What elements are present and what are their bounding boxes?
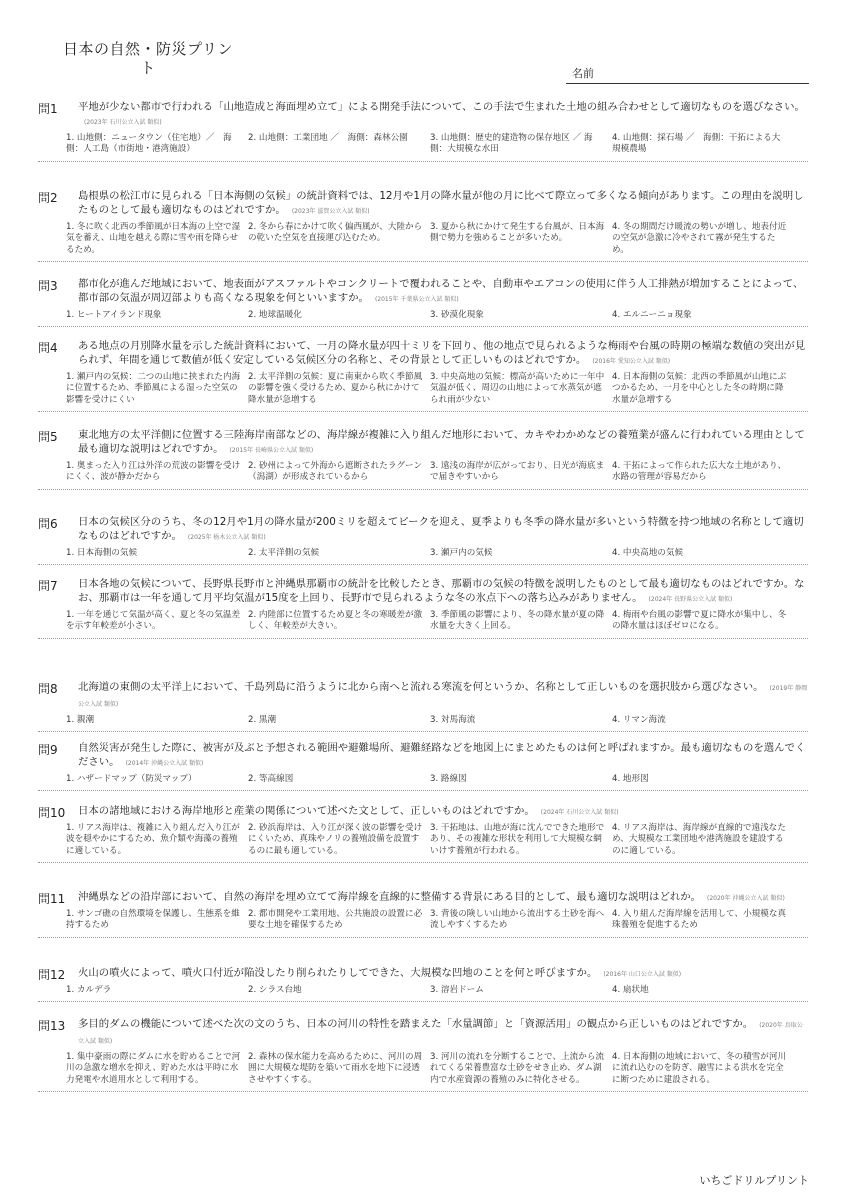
answer-option: 3. 干拓地は、山地が海に沈んでできた地形であり、その複雑な形状を利用して大規模な網いけす養殖が行われる。 [430, 823, 605, 856]
answer-option: 2. 黒潮 [248, 715, 277, 725]
question-source: (2024年 石川公立入試 類似) [540, 809, 619, 816]
dotted-divider [38, 862, 808, 863]
answer-option: 2. シラス台地 [248, 985, 302, 995]
question-stem: 沖縄県などの沿岸部において、自然の海岸を埋め立てて海岸線を直線的に整備する背景にある目的として、最も適切な説明はどれか。 [78, 891, 702, 903]
question-stem: 平地が少ない都市で行われる「山地造成と海面埋め立て」による開発手法について、この手法で生まれた土地の組み合わせとして適切なものを選びなさい。 [78, 101, 805, 113]
question-stem: 火山の噴火によって、噴火口付近が陥没したり削られたりしてできた、大規模な凹地のことを何と呼びますか。 [78, 967, 598, 979]
name-field-line [566, 83, 809, 84]
dotted-divider [38, 790, 808, 791]
answer-option: 3. 中央高地の気候：標高が高いために一年中気温が低く、周辺の山地によって水蒸気が遮られ雨が少ない [430, 372, 605, 405]
answer-option: 4. 入り組んだ海岸線を活用して、小規模な真珠養殖を促進するため [612, 909, 787, 931]
answer-option: 1. 一年を通じて気温が高く、夏と冬の気温差を示す年較差が小さい。 [66, 610, 241, 632]
answer-option: 4. 梅雨や台風の影響で夏に降水が集中し、冬の降水量はほぼゼロになる。 [612, 610, 787, 632]
question-stem: ある地点の月別降水量を示した統計資料において、一月の降水量が四十ミリを下回り、他の地点で見られるような梅雨や台風の時期の極端な数値の突出が見られず、年間を通じて数値が低く安定している気候区分の名称と、その背景として正しいものはどれですか。 [78, 340, 806, 366]
question-text [78, 1017, 808, 1049]
answer-option: 4. エルニーニョ現象 [612, 310, 692, 320]
question-number: 問12 [38, 968, 66, 982]
question-block [38, 804, 808, 863]
question-source: (2020年 沖縄公立入試 類似) [707, 895, 785, 902]
question-number: 問13 [38, 1019, 66, 1033]
question-text [78, 428, 808, 458]
answer-option: 1. 瀬戸内の気候：二つの山地に挟まれた内海に位置するため、季節風による湿った空気の影響を受けにくい [66, 372, 241, 405]
question-stem: 自然災害が発生した際に、被害が及ぶと予想される範囲や避難場所、避難経路などを地図上にまとめたものは何と呼ばれますか。最も適切なものを選んでください。 [78, 742, 806, 768]
question-source: (2016年 山口公立入試 類似) [603, 971, 682, 978]
question-source: (2023年 石川公立入試 類似) [84, 119, 162, 126]
dotted-divider [38, 937, 808, 938]
question-block [38, 339, 808, 412]
question-number: 問11 [38, 892, 66, 906]
option-list [66, 461, 808, 484]
question-source: (2020年 鳥取公立入試 類似) [78, 1022, 803, 1045]
question-source: (2024年 長野県公立入試 類似) [648, 596, 733, 603]
answer-option: 3. 遠浅の海岸が広がっており、日光が海底まで届きやすいから [430, 461, 605, 483]
question-stem: 多目的ダムの機能について述べた次の文のうち、日本の河川の特性を踏まえた「水量調節」と「資源活用」の観点から正しいものはどれですか。 [78, 1018, 754, 1030]
answer-option: 4. リアス海岸は、海岸線が直線的で遠浅なため、大規模な工業団地や港湾施設を建設するのに適している。 [612, 823, 786, 856]
question-stem: 日本の諸地域における海岸地形と産業の関係について述べた文として、正しいものはどれですか。 [78, 805, 535, 817]
answer-option: 1. サンゴ礁の自然環境を保護し、生態系を維持するため [66, 909, 240, 931]
answer-option: 1. カルデラ [66, 985, 112, 995]
question-text [78, 680, 808, 712]
dotted-divider [38, 326, 808, 327]
question-number: 問5 [38, 430, 58, 444]
answer-option: 3. 夏から秋にかけて発生する台風が、日本海側で勢力を強めることが多いため。 [430, 222, 605, 244]
question-block [38, 100, 808, 162]
question-block [38, 741, 808, 791]
answer-option: 2. 地球温暖化 [248, 310, 302, 320]
question-number: 問6 [38, 517, 58, 531]
question-block [38, 428, 808, 490]
answer-option: 4. 干拓によって作られた広大な土地があり、水路の管理が容易だから [612, 461, 787, 483]
option-list [66, 222, 808, 256]
answer-option: 4. 扇状地 [612, 985, 649, 995]
question-text [78, 890, 808, 906]
question-source: (2023年 滋賀公立入試 類似) [291, 208, 370, 215]
question-stem: 日本の気候区分のうち、冬の12月や1月の降水量が200ミリを超えてピークを迎え、夏季よりも冬季の降水量が多いという特徴を持つ地域の名称として適切なものはどれですか。 [78, 516, 804, 542]
answer-option: 4. 日本海側の気候：北西の季節風が山地にぶつかるため、一月を中心とした冬の時期に降水量が急増する [612, 372, 787, 405]
answer-option: 3. 対馬海流 [430, 715, 476, 725]
question-source: (2025年 栃木公立入試 類似) [187, 534, 266, 541]
answer-option: 2. 砂浜海岸は、入り江が深く波の影響を受けにくいため、真珠やノリの養殖設備を設置するのに最も適している。 [248, 823, 423, 856]
answer-option: 1. 親潮 [66, 715, 95, 725]
question-block [38, 966, 808, 1002]
answer-option: 4. 山地側：採石場 ／ 海側：干拓による大規模農場 [612, 133, 781, 155]
option-list [66, 310, 808, 321]
question-block [38, 890, 808, 938]
answer-option: 4. 日本海側の地域において、冬の積雪が河川に流れ込むのを防ぎ、融雪による洪水を完全に断つために建設される。 [612, 1052, 787, 1085]
option-list [66, 1052, 808, 1086]
dotted-divider [38, 161, 808, 162]
option-list [66, 610, 808, 633]
question-number: 問2 [38, 191, 58, 205]
question-text [78, 100, 808, 130]
question-stem: 東北地方の太平洋側に位置する三陸海岸南部などの、海岸線が複雑に入り組んだ地形において、カキやわかめなどの養殖業が盛んに行われている理由として最も適切な説明はどれですか。 [78, 429, 805, 455]
answer-option: 3. 瀬戸内の気候 [430, 548, 493, 558]
option-list [66, 774, 808, 785]
name-label: 名前 [572, 67, 594, 80]
answer-option: 3. 溶岩ドーム [430, 985, 484, 995]
question-source: (2015年 長崎県公立入試 類似) [229, 447, 314, 454]
question-text [78, 966, 808, 982]
dotted-divider [38, 564, 808, 565]
footer-brand: いちごドリルプリント [699, 1174, 809, 1187]
answer-option: 2. 砂州によって外海から遮断されたラグーン（潟湖）が形成されているから [248, 461, 423, 483]
question-number: 問4 [38, 341, 58, 355]
option-list [66, 715, 808, 726]
option-list [66, 372, 808, 406]
answer-option: 4. 冬の期間だけ暖流の勢いが増し、地表付近の空気が急激に冷やされて霧が発生するため。 [612, 222, 787, 255]
option-list [66, 133, 808, 156]
question-number: 問8 [38, 682, 58, 696]
question-stem: 北海道の東側の太平洋上において、千島列島に沿うように北から南へと流れる寒流を何というか、名称として正しいものを選択肢から選びなさい。 [78, 681, 764, 693]
question-text [78, 515, 808, 545]
answer-option: 1. 集中豪雨の際にダムに水を貯めることで河川の急激な増水を抑え、貯めた水は平時に水力発電や水道用水として利用する。 [66, 1052, 241, 1085]
worksheet-title: 日本の自然・防災プリント [63, 40, 233, 77]
answer-option: 2. 太平洋側の気候 [248, 548, 320, 558]
dotted-divider [38, 1091, 808, 1092]
question-number: 問1 [38, 102, 58, 116]
question-number: 問9 [38, 743, 58, 757]
answer-option: 3. 季節風の影響により、冬の降水量が夏の降水量を大きく上回る。 [430, 610, 605, 632]
question-source: (2015年 千葉県公立入試 類似) [374, 296, 459, 303]
question-number: 問7 [38, 579, 58, 593]
answer-option: 3. 砂漠化現象 [430, 310, 484, 320]
answer-option: 4. 地形図 [612, 774, 649, 784]
question-text [78, 189, 808, 219]
answer-option: 4. リマン海流 [612, 715, 666, 725]
answer-option: 1. 日本海側の気候 [66, 548, 138, 558]
question-block [38, 277, 808, 327]
dotted-divider [38, 1001, 808, 1002]
answer-option: 1. 山地側：ニュータウン（住宅地）／ 海側：人工島（市街地・港湾施設） [66, 133, 232, 155]
answer-option: 2. 山地側：工業団地 ／ 海側：森林公園 [248, 133, 408, 143]
dotted-divider [38, 261, 808, 262]
question-block [38, 1017, 808, 1092]
answer-option: 3. 山地側：歴史的建造物の保存地区 ／ 海側：大規模な水田 [430, 133, 593, 155]
question-block [38, 680, 808, 732]
option-list [66, 548, 808, 559]
question-text [78, 741, 808, 771]
dotted-divider [38, 489, 808, 490]
dotted-divider [38, 411, 808, 412]
answer-option: 1. 冬に吹く北西の季節風が日本海の上空で湿気を蓄え、山地を越える際に雪や雨を降らせるため。 [66, 222, 241, 255]
answer-option: 2. 都市開発や工業用地、公共施設の設置に必要な土地を確保するため [248, 909, 423, 931]
answer-option: 1. ハザードマップ（防災マップ） [66, 774, 197, 784]
answer-option: 3. 河川の流れを分断することで、上流から流れてくる栄養豊富な土砂をせき止め、ダム湖内で水産資源の養殖のみに特化させる。 [430, 1052, 605, 1085]
option-list [66, 823, 808, 857]
answer-option: 2. 冬から春にかけて吹く偏西風が、大陸からの乾いた空気を直接運び込むため。 [248, 222, 423, 244]
option-list [66, 909, 808, 932]
answer-option: 4. 中央高地の気候 [612, 548, 684, 558]
dotted-divider [38, 638, 808, 639]
question-block [38, 189, 808, 262]
question-block [38, 515, 808, 565]
question-stem: 都市化が進んだ地域において、地表面がアスファルトやコンクリートで覆われることや、自動車やエアコンの使用に伴う人工排熱が増加することによって、都市部の気温が周辺部よりも高くなる現象を何といいますか。 [78, 278, 804, 304]
question-text [78, 577, 808, 607]
question-block [38, 577, 808, 639]
question-source: (2016年 愛知公立入試 類似) [592, 358, 671, 365]
question-number: 問3 [38, 279, 58, 293]
question-number: 問10 [38, 806, 66, 820]
answer-option: 2. 太平洋側の気候：夏に南東から吹く季節風の影響を強く受けるため、夏から秋にかけて降水量が急増する [248, 372, 423, 405]
question-stem: 日本各地の気候について、長野県長野市と沖縄県那覇市の統計を比較したとき、那覇市の気候の特徴を説明したものとして最も適切なものはどれですか。なお、那覇市は一年を通して月平均気温が15度を上回り、長野市で見られるような冬の氷点下への落ち込みがありません。 [78, 578, 805, 604]
answer-option: 2. 等高線図 [248, 774, 294, 784]
question-source: (2019年 静岡公立入試 類似) [78, 685, 808, 708]
answer-option: 1. 奥まった入り江は外洋の荒波の影響を受けにくく、波が静かだから [66, 461, 241, 483]
question-text [78, 804, 808, 820]
question-text [78, 277, 808, 307]
answer-option: 3. 路線図 [430, 774, 467, 784]
question-text [78, 339, 808, 369]
answer-option: 3. 背後の険しい山地から流出する土砂を海へ流しやすくするため [430, 909, 605, 931]
question-stem: 島根県の松江市に見られる「日本海側の気候」の統計資料では、12月や1月の降水量が他の月に比べて際立って多くなる傾向があります。この理由を説明したものとして最も適切なものはどれですか。 [78, 190, 804, 216]
answer-option: 2. 内陸部に位置するため夏と冬の寒暖差が激しく、年較差が大きい。 [248, 610, 423, 632]
dotted-divider [38, 731, 808, 732]
question-source: (2014年 沖縄公立入試 類似) [125, 760, 204, 767]
option-list [66, 985, 808, 996]
answer-option: 2. 森林の保水能力を高めるために、河川の周囲に大規模な堤防を築いて雨水を地下に浸透させやすくする。 [248, 1052, 423, 1085]
answer-option: 1. ヒートアイランド現象 [66, 310, 162, 320]
answer-option: 1. リアス海岸は、複雑に入り組んだ入り江が波を穏やかにするため、魚介類や海藻の養殖に適している。 [66, 823, 240, 856]
